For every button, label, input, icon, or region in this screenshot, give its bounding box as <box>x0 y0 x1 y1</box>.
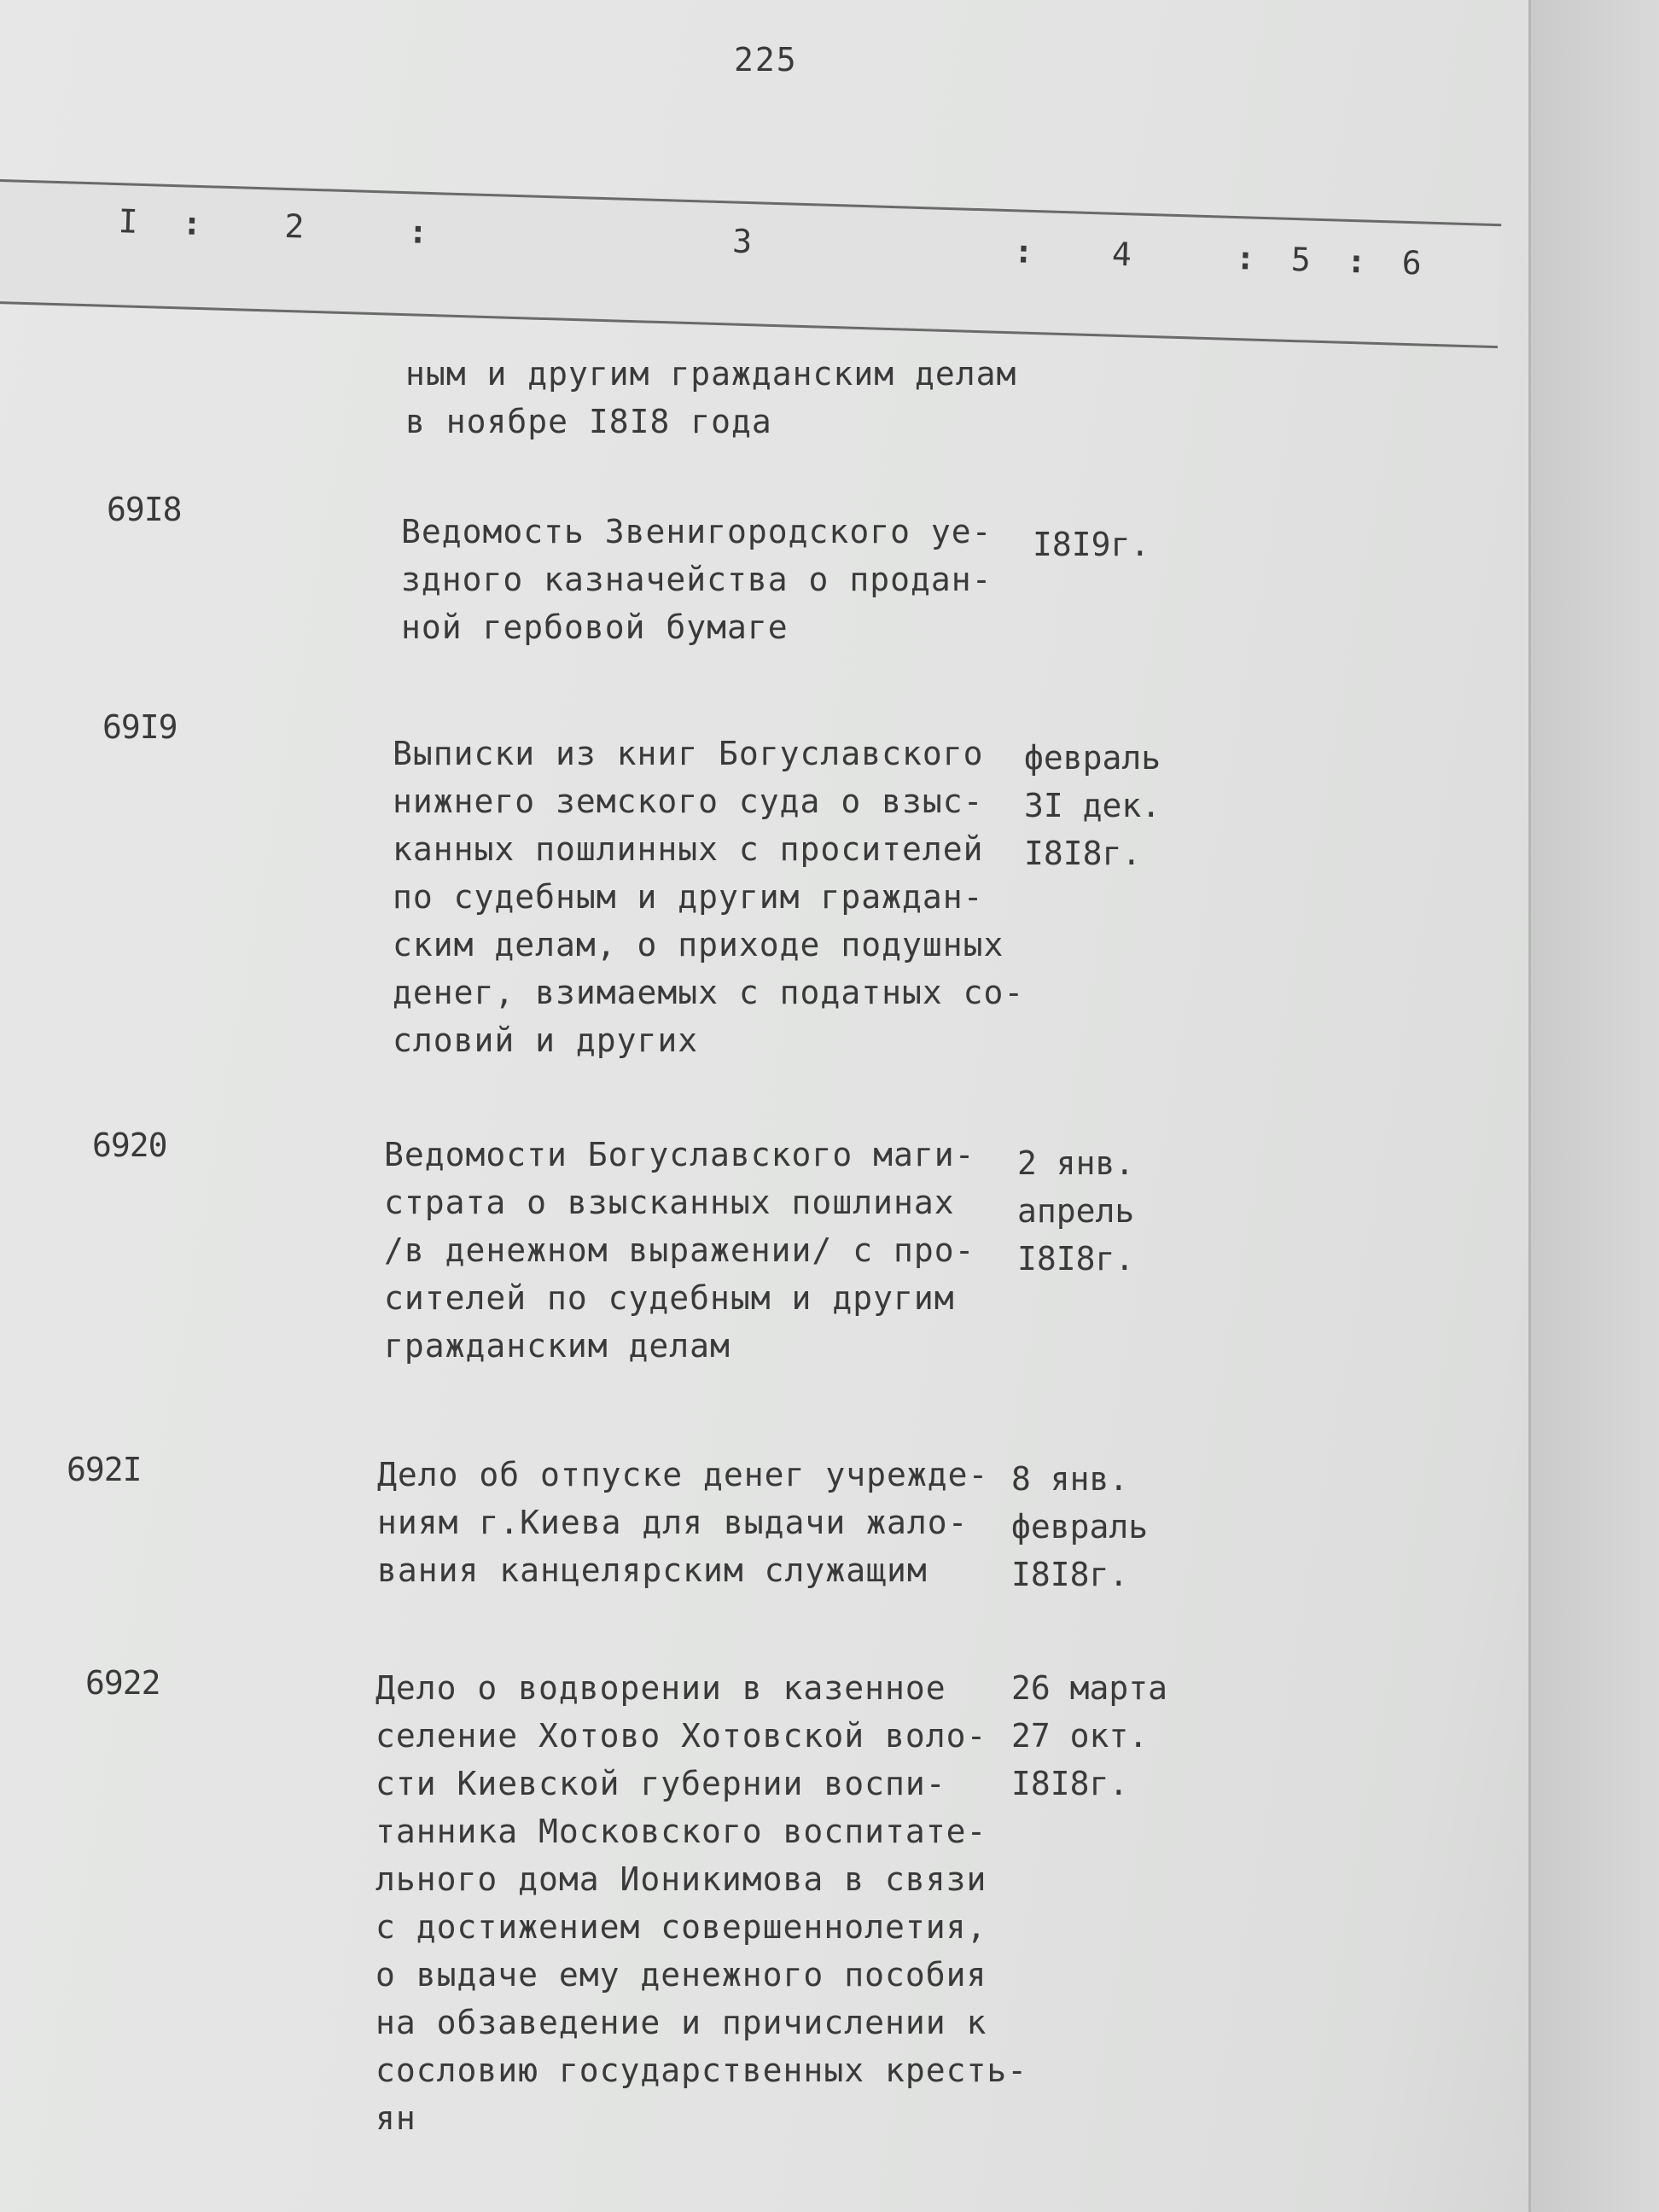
column-header-3: 3 <box>731 222 753 261</box>
continuation-text: ным и другим гражданским делам в ноябре I8I8 года <box>405 355 1017 440</box>
column-separator: : <box>1013 232 1034 271</box>
column-header-5: 5 <box>1290 240 1312 279</box>
record-number: 69I8 <box>107 491 182 528</box>
column-header-4: 4 <box>1111 235 1132 274</box>
record-description: Дело об отпуске денег учрежде- ниям г.Киева для выдачи жало- вания канцелярским служащим <box>377 1456 989 1589</box>
record-description: Ведомости Богуславского маги- страта о взысканных пошлинах /в денежном выражении/ с про- сителей по судебным и другим гражданским делам <box>384 1136 975 1365</box>
record-date: 26 марта 27 окт. I8I8г. <box>1011 1669 1168 1802</box>
column-header-row <box>0 179 1501 348</box>
column-separator: : <box>181 204 203 243</box>
page-number: 225 <box>734 41 798 79</box>
record-number: 69I9 <box>102 708 178 746</box>
record-description: Ведомость Звенигородского уе- здного казначейства о продан- ной гербовой бумаге <box>401 513 992 646</box>
column-header-2: 2 <box>283 207 306 246</box>
record-description: Дело о водворении в казенное селение Хотово Хотовской воло- сти Киевской губернии воспи- танника Московского воспитате- льного дома Ионикимова в связи с достижением совершеннолетия, о выдаче ему денежного пособия на обзаведение и причислении к сословию государственных кресть- ян <box>375 1669 1028 2137</box>
record-date: 8 янв. февраль I8I8г. <box>1011 1460 1149 1593</box>
record-date: 2 янв. апрель I8I8г. <box>1017 1144 1135 1278</box>
column-separator: : <box>407 212 428 251</box>
record-number: 6920 <box>92 1126 167 1164</box>
column-separator: : <box>1235 239 1256 277</box>
record-description: Выписки из книг Богуславского нижнего земского суда о взыс- канных пошлинных с просителей по судебным и другим граждан- ским делам, о приходе подушных денег, взимаемых с податных со- словий и других <box>393 735 1025 1059</box>
record-date: февраль 3I дек. I8I8г. <box>1024 739 1161 872</box>
record-number: 692I <box>67 1451 142 1488</box>
column-header-1: I <box>117 202 139 241</box>
column-separator: : <box>1346 242 1367 281</box>
column-header-6: 6 <box>1401 243 1423 282</box>
page-edge <box>1528 0 1659 2212</box>
record-date: I8I9г. <box>1033 526 1150 563</box>
record-number: 6922 <box>85 1664 160 1702</box>
